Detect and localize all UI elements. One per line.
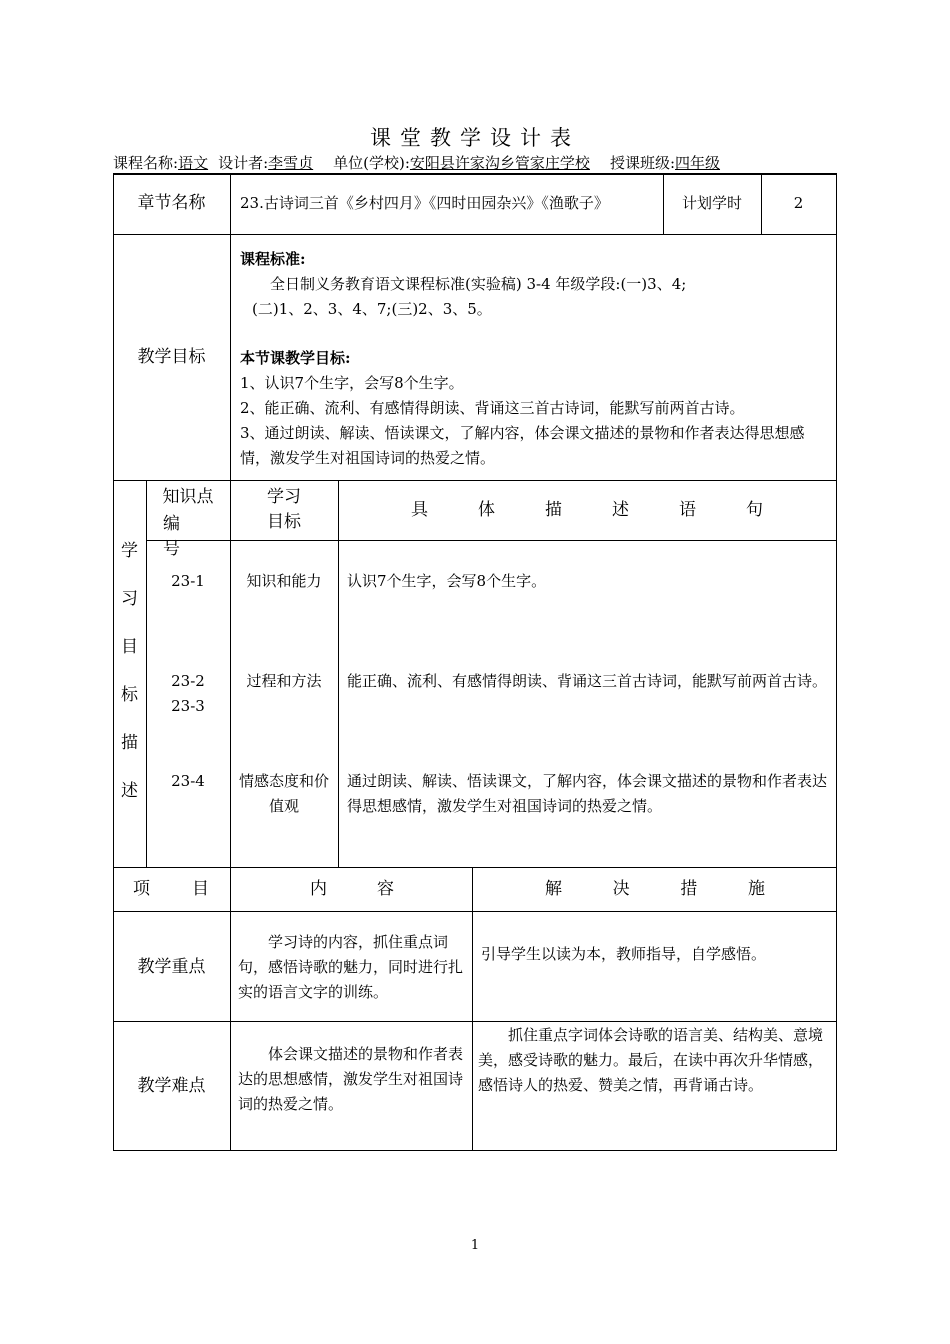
learning-goal-desc: 认识7个生字，会写8个生字。	[347, 572, 547, 590]
col-divider	[338, 480, 339, 867]
lesson-goal-item: 3、通过朗读、解读、悟读课文，了解内容，体会课文描述的景物和作者表达得思想感情，激发学生对祖国诗词的热爱之情。	[240, 424, 805, 467]
row-divider	[113, 1021, 837, 1022]
lesson-goals-heading: 本节课教学目标:	[240, 349, 351, 367]
key-points-label: 教学重点	[137, 957, 206, 977]
col-divider	[472, 867, 473, 1151]
difficult-points-content: 体会课文描述的景物和作者表达的思想感情，激发学生对祖国诗词的热爱之情。	[238, 1045, 464, 1113]
side-label-char: 述	[121, 781, 138, 801]
row-divider	[113, 480, 837, 481]
col-header-id-line2	[163, 512, 213, 562]
col-divider	[230, 234, 231, 480]
header-item	[133, 877, 209, 902]
header-content-char: 内	[310, 879, 327, 899]
page-number: 1	[470, 1238, 480, 1253]
row-divider	[113, 911, 837, 912]
learning-goal-desc: 通过朗读、解读、悟读课文，了解内容，体会课文描述的景物和作者表达得思想感情，激发学生对祖国诗词的热爱之情。	[347, 772, 828, 815]
hours-value: 2	[793, 194, 804, 212]
chapter-label: 章节名称	[137, 193, 206, 213]
col-header-desc-char: 描	[545, 500, 562, 520]
difficult-points-solution: 抓住重点字词体会诗歌的语言美、结构美、意境美，感受诗歌的魅力。最后，在读中再次升华情感，感悟诗人的热爱、赞美之情，再背诵古诗。	[478, 1026, 824, 1094]
designer-label: 设计者:	[218, 154, 269, 172]
knowledge-point-id: 23-3	[171, 697, 205, 715]
standard-heading: 课程标准:	[240, 250, 306, 268]
side-label-char: 学	[121, 541, 138, 561]
col-header-desc-char: 语	[679, 500, 696, 520]
unit-value: 安阳县许家沟乡管家庄学校	[409, 154, 590, 172]
header-item-char: 目	[192, 879, 209, 899]
learning-goal-type: 知识和能力	[246, 572, 322, 590]
col-divider	[230, 173, 231, 234]
header-solution-char: 措	[680, 879, 698, 899]
col-header-desc	[411, 498, 763, 523]
standard-line-2: (二)1、2、3、4、7;(三)2、3、5。	[252, 300, 492, 318]
knowledge-point-id: 23-1	[171, 572, 205, 590]
header-item-char: 项	[133, 879, 150, 899]
difficult-points-label: 教学难点	[137, 1076, 206, 1096]
class-label: 授课班级:	[609, 154, 675, 172]
standard-line-1: 全日制义务教育语文课程标准(实验稿) 3-4 年级学段:(一)3、4;	[270, 275, 687, 293]
col-header-desc-char: 述	[612, 500, 629, 520]
col-divider	[230, 867, 231, 1151]
header-solution-char: 决	[612, 879, 630, 899]
side-label-char: 习	[121, 589, 138, 609]
col-header-goal-line2: 目标	[267, 512, 301, 532]
col-header-desc-char: 体	[478, 500, 495, 520]
document-title: 课堂教学设计表	[370, 126, 580, 150]
key-points-content: 学习诗的内容，抓住重点词句，感悟诗歌的魅力，同时进行扎实的语言文字的训练。	[238, 933, 464, 1001]
side-label-char: 描	[121, 733, 138, 753]
col-header-desc-char: 句	[746, 500, 763, 520]
col-header-id-line1: 知识点	[162, 487, 214, 507]
row-divider	[113, 867, 837, 868]
side-label-char: 目	[121, 637, 138, 657]
col-header-id-line2-text: 编号	[163, 514, 194, 559]
table-bottom-border	[113, 1150, 837, 1151]
table-top-border	[113, 173, 837, 175]
side-label-char: 标	[121, 685, 138, 705]
row-divider	[113, 234, 837, 235]
key-points-solution: 引导学生以读为本，教师指导，自学感悟。	[481, 945, 767, 963]
meta-line	[113, 152, 720, 173]
table-right-border	[836, 173, 837, 1151]
class-value: 四年级	[675, 154, 721, 172]
lesson-goal-item: 1、认识7个生字，会写8个生字。	[240, 374, 464, 392]
learning-goal-desc: 能正确、流利、有感情得朗读、背诵这三首古诗词，能默写前两首古诗。	[347, 672, 828, 690]
col-header-desc-char: 具	[411, 500, 428, 520]
unit-label: 单位(学校):	[333, 154, 410, 172]
chapter-value: 23.古诗词三首《乡村四月》《四时田园杂兴》《渔歌子》	[240, 194, 609, 212]
goals-label: 教学目标	[137, 347, 206, 367]
header-content-char: 容	[377, 879, 394, 899]
learning-side-label	[113, 527, 146, 815]
header-solution-char: 解	[545, 879, 562, 899]
header-solution-char: 施	[747, 879, 765, 899]
designer-value: 李雪贞	[268, 154, 314, 172]
header-solution	[545, 877, 765, 902]
knowledge-point-id: 23-4	[171, 772, 205, 790]
col-header-goal-line1: 学习	[267, 487, 301, 507]
knowledge-point-id: 23-2	[171, 672, 205, 690]
course-value: 语文	[178, 154, 209, 172]
row-divider	[146, 540, 837, 541]
learning-goal-type: 过程和方法	[246, 672, 322, 690]
header-content	[310, 877, 394, 902]
course-label: 课程名称:	[113, 154, 179, 172]
hours-label: 计划学时	[681, 194, 742, 212]
lesson-goal-item: 2、能正确、流利、有感情得朗读、背诵这三首古诗词，能默写前两首古诗。	[240, 399, 745, 417]
learning-goal-type: 情感态度和价值观	[238, 772, 329, 815]
